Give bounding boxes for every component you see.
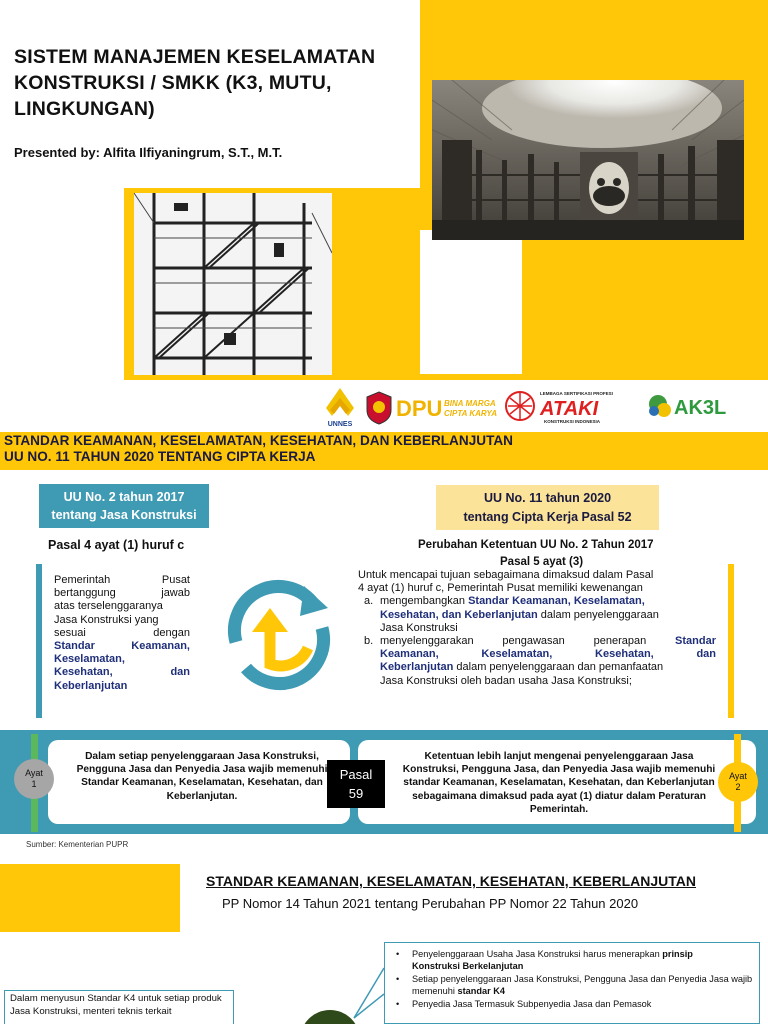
pasal59-badge: Pasal 59 xyxy=(327,760,385,808)
right-accent-bar xyxy=(728,564,734,718)
list-item: • Setiap penyelenggaraan Jasa Konstruksi, Pengguna Jasa dan Penyedia Jasa wajib memenuhi standar K4 xyxy=(394,973,756,998)
list-item: • Penyelenggaraan Usaha Jasa Konstruksi harus menerapkan prinsip Konstruksi Berkelanjutan xyxy=(394,948,756,973)
uu2-title: UU No. 2 tahun 2017 xyxy=(63,490,185,504)
unnes-logo xyxy=(318,386,362,428)
slide-standar-k4 xyxy=(0,864,768,1024)
svg-text:BINA MARGA: BINA MARGA xyxy=(444,399,496,408)
heading-line-2: UU NO. 11 TAHUN 2020 TENTANG CIPTA KERJA xyxy=(4,449,316,464)
heading-line-1: STANDAR KEAMANAN, KESELAMATAN, KESEHATAN, DAN KEBERLANJUTAN xyxy=(4,433,513,448)
uu2-subtitle: tentang Jasa Konstruksi xyxy=(51,508,197,522)
ataki-logo xyxy=(504,386,624,428)
dpu-logo xyxy=(396,386,506,428)
ayat2-badge: Ayat 2 xyxy=(718,762,758,802)
slide-uu-cipta-kerja xyxy=(0,432,768,864)
uu2-label-box xyxy=(39,484,209,528)
ak3l-logo xyxy=(644,386,756,428)
list-item-a: a. mengembangkan Standar Keamanan, Keselamatan, Kesehatan, dan Keberlanjutan dalam penyelenggaraan Jasa Konstruksi xyxy=(364,595,659,634)
uu11-subtitle: tentang Cipta Kerja Pasal 52 xyxy=(463,510,632,524)
uu11-title: UU No. 11 tahun 2020 xyxy=(483,491,612,505)
svg-text:DPU: DPU xyxy=(396,396,443,421)
pasal5-text: Untuk mencapai tujuan sebagaimana dimaksud dalam Pasal 4 ayat (1) huruf c, Pemerintah Pusat memiliki kewenangan a. mengembangkan Standar Keamanan, Keselamatan, Kesehatan, dan Keberlanjutan dalam penyelenggaraan Jasa Konstruksi b. menyelenggarakan pengawasan penerapan Standar Keamanan, Keselamatan, Kesehatan, dan Keberlanjutan dalam penyelenggaraan dan pemanfaatan Jasa Konstruksi oleh badan usaha Jasa Konstruksi; xyxy=(358,569,717,687)
presentation-title: SISTEM MANAJEMEN KESELAMATAN KONSTRUKSI / SMKK (K3, MUTU, LINGKUNGAN) xyxy=(14,46,376,120)
white-notch xyxy=(420,230,522,374)
list-item: • Penyedia Jasa Termasuk Subpenyedia Jasa dan Pemasok xyxy=(394,998,756,1010)
slide-title xyxy=(0,0,768,432)
k4-bullet-list xyxy=(394,948,756,1010)
svg-text:ATAKI: ATAKI xyxy=(540,398,599,420)
cooling-tower-photo xyxy=(432,80,744,240)
list-item-b: b. menyelenggarakan pengawasan penerapan Standar Keamanan, Keselamatan, Kesehatan, dan Keberlanjutan dalam penyelenggaraan dan pemanfaatan Jasa Konstruksi oleh badan usaha Jasa Konstruksi; xyxy=(364,635,717,687)
pasal4-heading: Pasal 4 ayat (1) huruf c xyxy=(48,538,185,552)
perubahan-heading: Perubahan Ketentuan UU No. 2 Tahun 2017 xyxy=(418,539,654,551)
ayat2-text: Ketentuan lebih lanjut mengenai penyelenggaraan Jasa Konstruksi, Pengguna Jasa, dan Penyedia Jasa wajib memenuhi standar Keamanan, Keselamatan, Kesehatan, dan Keberlanjutan sebagaimana dimaksud pada ayat (1) diatur dalam Peraturan Pemerintah. xyxy=(402,751,716,815)
cycle-arrows-icon xyxy=(216,572,342,698)
slide3-subtitle: PP Nomor 14 Tahun 2021 tentang Perubahan PP Nomor 22 Tahun 2020 xyxy=(222,896,639,911)
stair-tower-photo xyxy=(134,193,332,375)
ayat1-badge: Ayat 1 xyxy=(14,759,54,799)
partner-logos xyxy=(318,386,758,428)
svg-text:UNNES: UNNES xyxy=(327,421,353,428)
slide3-title: STANDAR KEAMANAN, KESELAMATAN, KESEHATAN, KEBERLANJUTAN xyxy=(206,873,696,889)
svg-text:KONSTRUKSI INDONESIA: KONSTRUKSI INDONESIA xyxy=(544,419,601,424)
svg-text:CIPTA KARYA: CIPTA KARYA xyxy=(444,409,498,418)
slide-heading xyxy=(4,433,513,465)
k4-note-text: Dalam menyusun Standar K4 untuk setiap produk Jasa Konstruksi, menteri teknis terkait xyxy=(10,993,222,1017)
pasal5-heading: Pasal 5 ayat (3) xyxy=(500,556,584,568)
provincial-seal-logo xyxy=(364,386,394,428)
svg-text:AK3L: AK3L xyxy=(674,397,727,419)
source-note: Sumber: Kementerian PUPR xyxy=(26,840,129,849)
left-accent-bar xyxy=(36,564,42,718)
svg-text:LEMBAGA SERTIFIKASI PROFESI: LEMBAGA SERTIFIKASI PROFESI xyxy=(540,391,613,396)
yellow-corner-block xyxy=(0,864,180,932)
presenter-name: Presented by: Alfita Ilfiyaningrum, S.T., M.T. xyxy=(14,145,283,160)
ayat1-text: Dalam setiap penyelenggaraan Jasa Konstruksi, Pengguna Jasa dan Penyedia Jasa wajib memenuhi Standar Keamanan, Keselamatan, Kesehatan, dan Keberlanjutan. xyxy=(76,751,328,802)
pasal4-text: Pemerintah Pusat bertanggung jawab atas terselenggaranya Jasa Konstruksi yang sesuai dengan Standar Keamanan, Keselamatan, Kesehatan, dan Keberlanjutan xyxy=(54,574,190,692)
uu11-label-box xyxy=(436,485,659,530)
